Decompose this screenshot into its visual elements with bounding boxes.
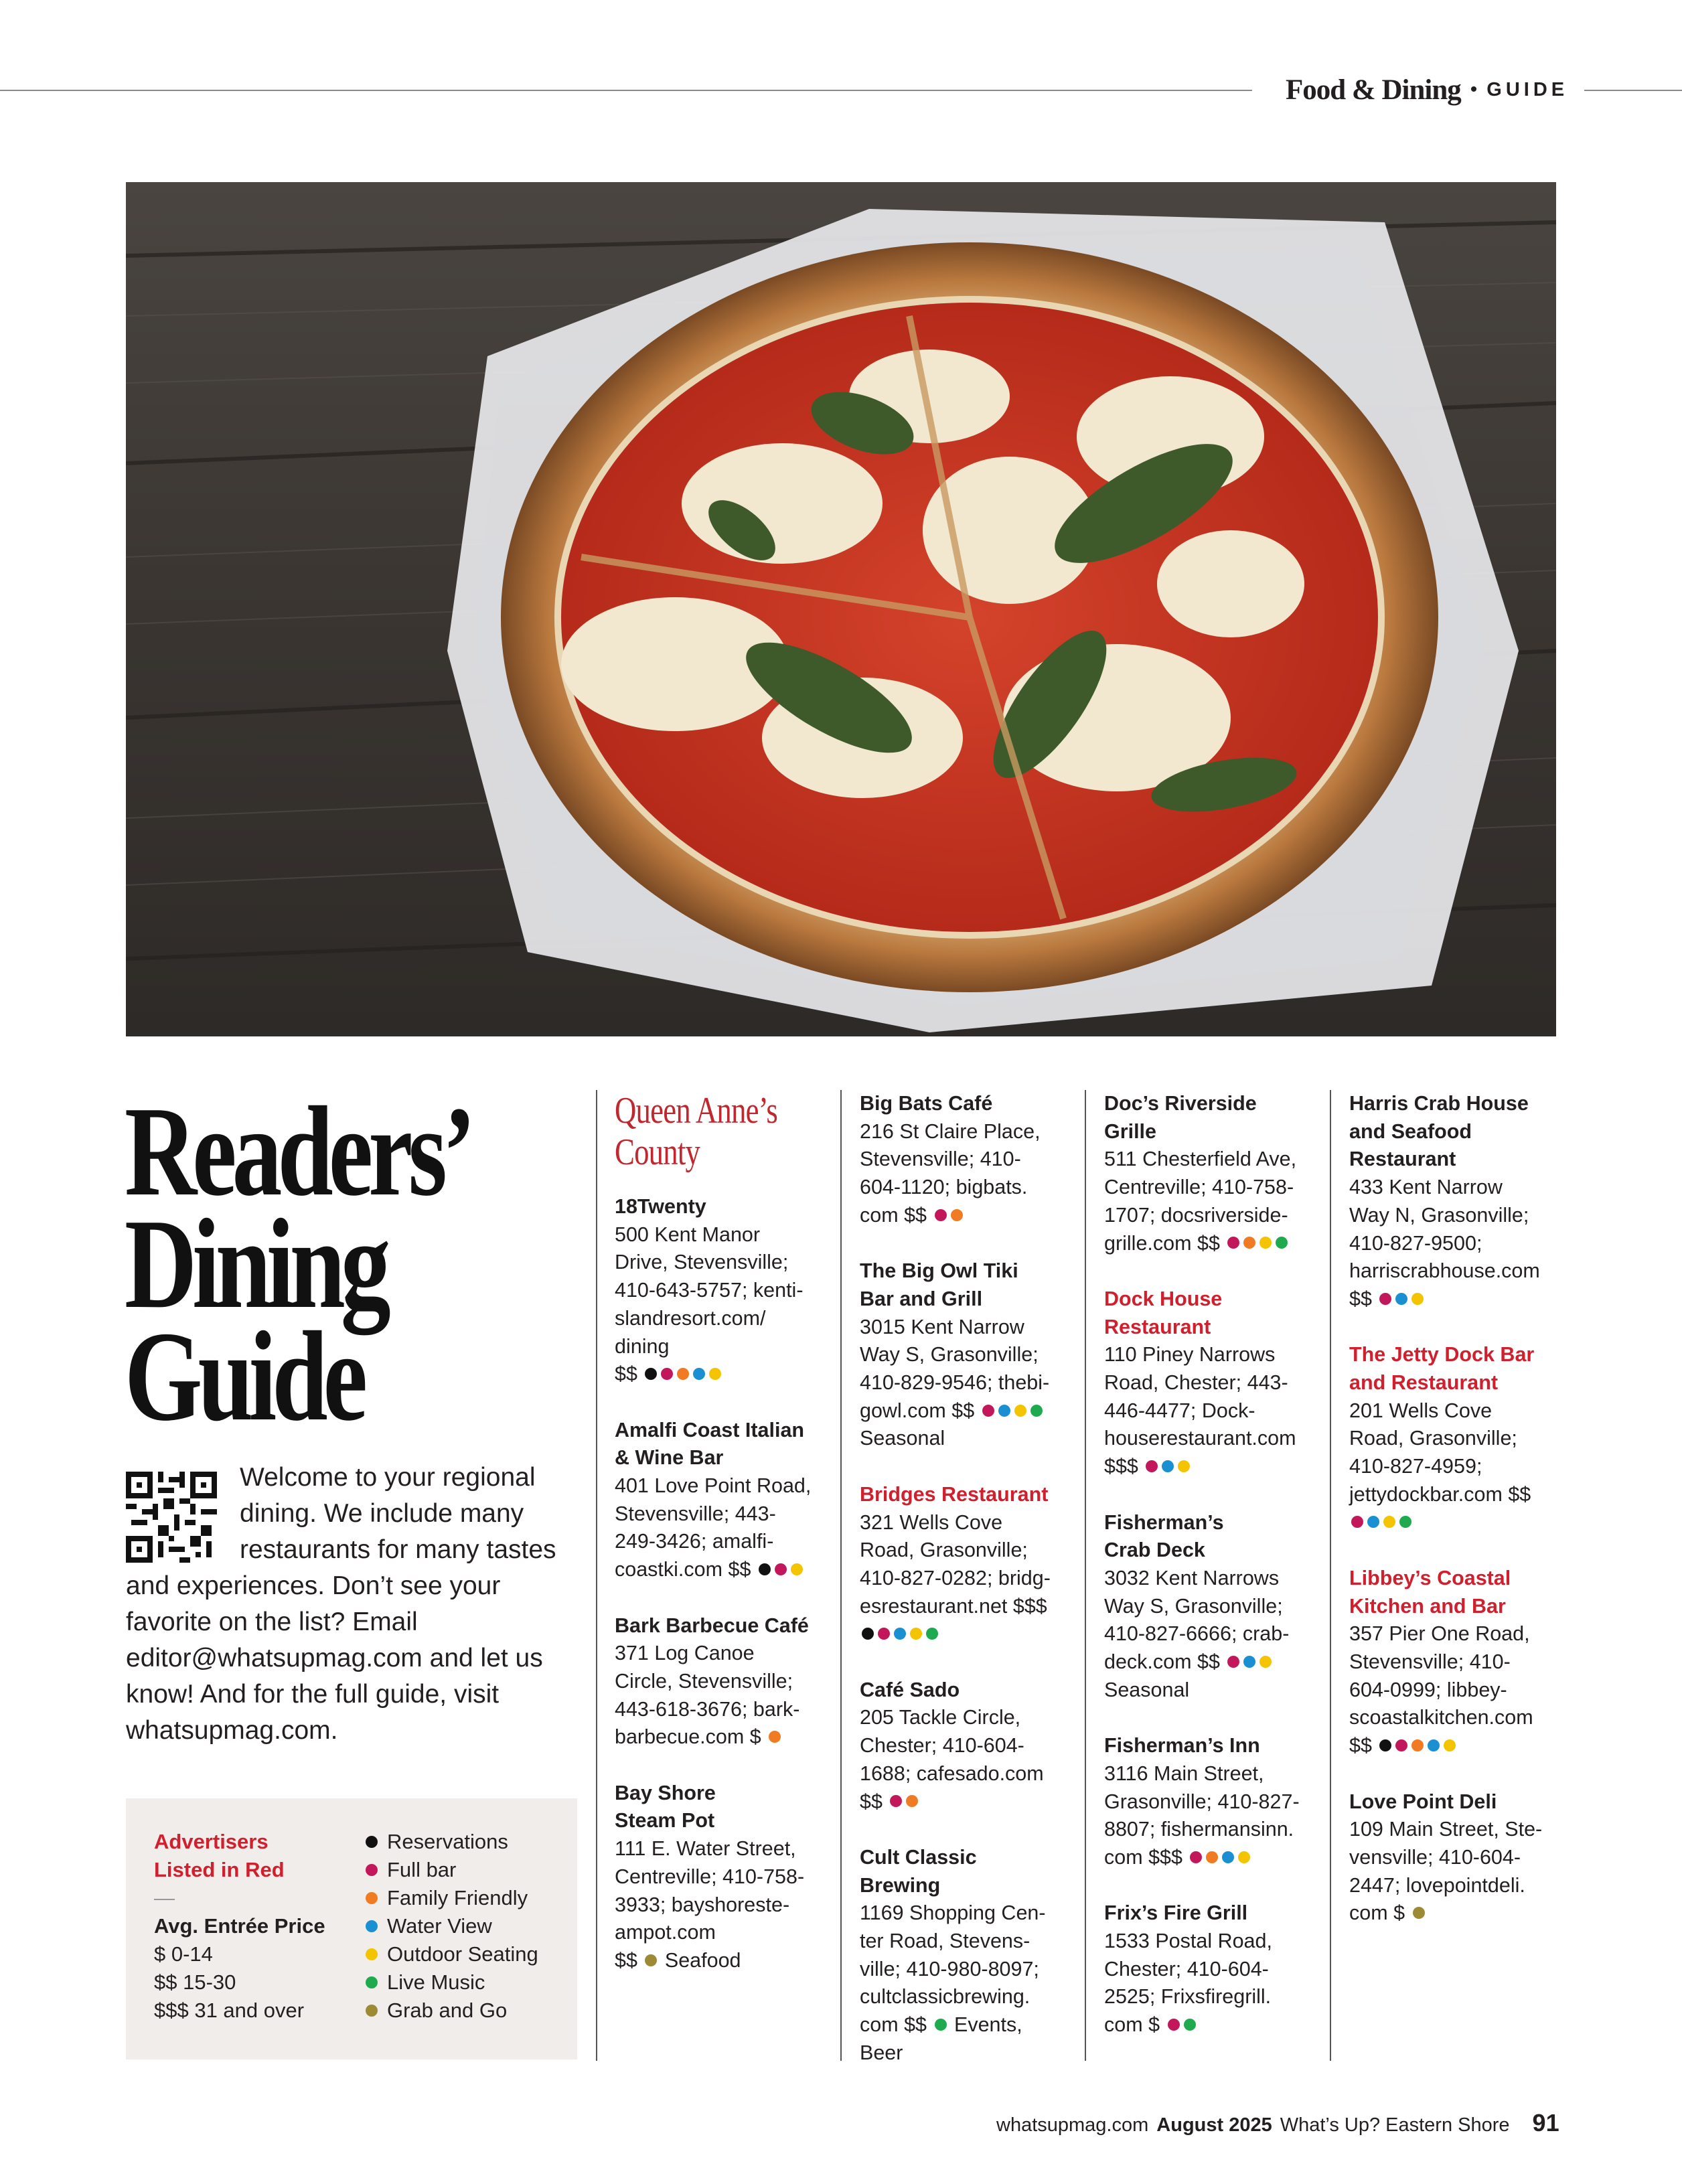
legend-key-label: Full bar: [387, 1858, 457, 1881]
restaurant-detail: scoastalkitchen.com: [1349, 1706, 1533, 1729]
restaurant-price-line: [1104, 2011, 1339, 2039]
listing-column-3: [1104, 1090, 1339, 2068]
restaurant-detail: esrestaurant.net $$$: [860, 1594, 1047, 1618]
amenity-dot-icon: [1411, 1739, 1424, 1751]
restaurant-detail: 371 Log Canoe: [615, 1642, 755, 1665]
legend-key: [366, 1856, 573, 1884]
restaurant-detail: 8807; fishermansinn.: [1104, 1818, 1294, 1841]
restaurant-price-line: [1349, 1509, 1584, 1537]
restaurant-listing: [1349, 1090, 1584, 1314]
amenity-dot-icon: [982, 1405, 994, 1417]
restaurant-name: Grille: [1104, 1119, 1156, 1143]
restaurant-detail: Road, Grasonville;: [860, 1539, 1028, 1562]
restaurant-detail: 3116 Main Street,: [1104, 1762, 1264, 1785]
qr-indent: [126, 1460, 240, 1567]
restaurant-detail: Drive, Stevensville;: [615, 1251, 789, 1274]
price-title: Avg. Entrée Price: [154, 1914, 325, 1938]
amenity-dot-icon: [1259, 1656, 1272, 1668]
legend-key-label: Family Friendly: [387, 1886, 528, 1909]
amenity-dot-icon: [1276, 1237, 1288, 1249]
amenity-dot-icon: [1259, 1237, 1272, 1249]
restaurant-listing: [860, 1257, 1094, 1453]
amenity-dot-icon: [1351, 1516, 1363, 1528]
restaurant-listing: [1104, 1509, 1339, 1705]
restaurant-detail: 3015 Kent Narrow: [860, 1315, 1024, 1338]
price-and-link: com $$$: [1104, 1845, 1189, 1869]
restaurant-detail: 446-4477; Dock-: [1104, 1399, 1255, 1422]
cuisine-note: Seafood: [659, 1948, 741, 1972]
amenity-dot-icon: [1413, 1907, 1425, 1919]
price-and-link: $$: [1349, 1734, 1378, 1758]
restaurant-name: Restaurant: [1349, 1148, 1456, 1171]
listing-column-2: [860, 1090, 1094, 2095]
intro-paragraph: [126, 1460, 561, 1749]
price-and-link: $$: [1349, 1287, 1378, 1310]
restaurant-detail: Circle, Stevensville;: [615, 1669, 793, 1693]
legend-dot-icon: [366, 1864, 378, 1876]
restaurant-detail: 410-827-9500;: [1349, 1231, 1482, 1255]
restaurant-listing: [615, 1417, 849, 1584]
footer-site[interactable]: whatsupmag.com: [996, 2114, 1149, 2136]
restaurant-detail: vensville; 410-604-: [1349, 1845, 1521, 1869]
restaurant-detail: 110 Piney Narrows: [1104, 1343, 1276, 1367]
amenity-dot-icon: [1243, 1656, 1255, 1668]
price-tier-2: $$ 15-30: [154, 1970, 236, 1994]
restaurant-detail: 111 E. Water Street,: [615, 1837, 796, 1861]
restaurant-name: Steam Pot: [615, 1809, 715, 1832]
intro-text: Welcome to your regional dining. We include many restaurants for many tastes and experiences. Don’t see your favorite on the list? Email editor@whatsupmag.com and let us know! And for the full guide, visit whatsupmag.com.: [126, 1463, 556, 1745]
restaurant-detail: 249-3426; amalfi-: [615, 1530, 774, 1553]
amenity-dot-icon: [661, 1368, 673, 1380]
header-label: GUIDE: [1486, 78, 1569, 100]
restaurant-detail: Chester; 410-604-: [860, 1734, 1024, 1758]
legend-key: [366, 1884, 573, 1912]
restaurant-price-line: [615, 1556, 849, 1584]
amenity-dot-icon: [791, 1563, 803, 1575]
restaurant-detail: 433 Kent Narrow: [1349, 1176, 1503, 1199]
restaurant-name: Big Bats Café: [860, 1092, 993, 1115]
restaurant-listing: [1349, 1341, 1584, 1537]
restaurant-name: Fisherman’s: [1104, 1510, 1224, 1534]
restaurant-price-line: [1104, 1844, 1339, 1872]
restaurant-detail: Way N, Grasonville;: [1349, 1203, 1529, 1227]
amenity-dot-icon: [1014, 1405, 1026, 1417]
restaurant-name: Amalfi Coast Italian: [615, 1418, 805, 1441]
restaurant-name: & Wine Bar: [615, 1446, 724, 1470]
restaurant-detail: 604-1120; bigbats.: [860, 1176, 1028, 1199]
restaurant-detail: 604-0999; libbey-: [1349, 1678, 1507, 1701]
restaurant-listing: [860, 1090, 1094, 1230]
amenity-dot-icon: [769, 1731, 781, 1743]
restaurant-listing: [1349, 1565, 1584, 1760]
legend-key-label: Outdoor Seating: [387, 1942, 538, 1966]
restaurant-price-line: [1104, 1648, 1339, 1676]
restaurant-detail: Chester; 410-604-: [1104, 1957, 1269, 1980]
restaurant-detail: harriscrabhouse.com: [1349, 1259, 1540, 1283]
restaurant-detail: 443-618-3676; bark-: [615, 1697, 800, 1721]
amenity-dot-icon: [935, 1209, 947, 1221]
amenity-dot-icon: [1395, 1293, 1407, 1305]
legend-key-label: Live Music: [387, 1970, 485, 1994]
amenity-dot-icon: [775, 1563, 787, 1575]
legend-key: [366, 1912, 573, 1940]
restaurant-price-line: [1349, 1732, 1584, 1760]
legend-divider: —: [154, 1886, 175, 1909]
restaurant-detail: 321 Wells Cove: [860, 1510, 1003, 1534]
restaurant-listing: [860, 1844, 1094, 2068]
restaurant-detail: 2447; lovepointdeli.: [1349, 1873, 1525, 1897]
amenity-dot-icon: [1030, 1405, 1043, 1417]
restaurant-detail: 205 Tackle Circle,: [860, 1706, 1021, 1729]
header-separator: •: [1470, 78, 1478, 100]
legend-key: [366, 1968, 573, 1997]
restaurant-detail: Way S, Grasonville;: [1104, 1594, 1283, 1618]
restaurant-name: Kitchen and Bar: [1349, 1594, 1506, 1618]
amenity-dot-icon: [935, 2019, 947, 2031]
amenity-dot-icon: [1444, 1739, 1456, 1751]
restaurant-detail: 410-829-9546; thebi-: [860, 1371, 1050, 1395]
amenity-dot-icon: [1184, 2019, 1196, 2031]
amenity-dot-icon: [709, 1368, 721, 1380]
title-line-3: Guide: [125, 1305, 364, 1448]
listing-column-4: [1349, 1090, 1584, 1956]
restaurant-price-line: [860, 1788, 1094, 1816]
restaurant-detail: 216 St Claire Place,: [860, 1119, 1041, 1143]
restaurant-detail: 410-827-0282; bridg-: [860, 1566, 1051, 1589]
restaurant-name: Dock House: [1104, 1287, 1223, 1310]
price-and-link: $$: [615, 1362, 643, 1386]
restaurant-price-line: [1104, 1453, 1339, 1481]
restaurant-price-line: [1349, 1899, 1584, 1928]
restaurant-name: Libbey’s Coastal: [1349, 1566, 1511, 1589]
legend-dot-icon: [366, 1836, 378, 1848]
restaurant-name: 18Twenty: [615, 1195, 706, 1218]
restaurant-price-line: [615, 1723, 849, 1751]
county-heading: [615, 1090, 802, 1173]
footer-publication: What’s Up? Eastern Shore: [1280, 2114, 1510, 2136]
restaurant-name: Restaurant: [1104, 1315, 1211, 1338]
legend-key-label: Grab and Go: [387, 1999, 508, 2022]
amenity-dot-icon: [1383, 1516, 1395, 1528]
restaurant-name: Frix’s Fire Grill: [1104, 1901, 1248, 1925]
restaurant-detail: 201 Wells Cove: [1349, 1399, 1493, 1422]
restaurant-name: The Jetty Dock Bar: [1349, 1343, 1535, 1367]
hero-photo-pizza: [126, 182, 1556, 1036]
restaurant-detail: 3933; bayshoreste-: [615, 1893, 790, 1916]
restaurant-name: Bay Shore: [615, 1781, 716, 1804]
restaurant-listing: [860, 1481, 1094, 1648]
amenity-dot-icon: [1428, 1739, 1440, 1751]
restaurant-price-line: [615, 1947, 849, 1975]
restaurant-detail: 1169 Shopping Cen-: [860, 1901, 1046, 1925]
legend-box: [126, 1798, 577, 2059]
restaurant-listing: [1349, 1788, 1584, 1928]
restaurant-listing: [860, 1676, 1094, 1816]
restaurant-price-line: [860, 1397, 1094, 1425]
restaurant-detail: houserestaurant.com: [1104, 1427, 1296, 1450]
legend-dot-icon: [366, 1976, 378, 1988]
restaurant-detail: ville; 410-980-8097;: [860, 1957, 1039, 1980]
restaurant-detail: Centreville; 410-758-: [615, 1865, 805, 1888]
amenity-dot-icon: [1395, 1739, 1407, 1751]
amenity-dot-icon: [906, 1795, 918, 1807]
amenity-dot-icon: [645, 1368, 657, 1380]
running-header: [1286, 70, 1568, 110]
legend-key-label: Water View: [387, 1914, 492, 1938]
restaurant-detail: Road, Chester; 443-: [1104, 1371, 1288, 1395]
restaurant-listing: [615, 1612, 849, 1752]
price-and-link: com $$: [860, 1203, 933, 1227]
restaurant-name: and Restaurant: [1349, 1371, 1499, 1395]
restaurant-listing: [1104, 1285, 1339, 1481]
cuisine-note: Events,: [948, 2013, 1022, 2037]
restaurant-name: Love Point Deli: [1349, 1790, 1497, 1813]
column-rule: [596, 1090, 597, 2061]
amenity-dot-icon: [1190, 1851, 1202, 1863]
restaurant-price-line: [860, 1620, 1094, 1648]
amenity-dot-icon: [894, 1628, 906, 1640]
page-footer: [996, 2109, 1568, 2142]
price-tier-1: $ 0-14: [154, 1942, 213, 1966]
restaurant-note: Beer: [860, 2041, 903, 2064]
amenity-dot-icon: [1146, 1460, 1158, 1472]
restaurant-detail: 357 Pier One Road,: [1349, 1622, 1530, 1646]
restaurant-detail: Stevensville; 410-: [860, 1148, 1021, 1171]
price-and-link: gowl.com $$: [860, 1399, 980, 1422]
restaurant-listing: [615, 1780, 849, 1975]
amenity-dot-icon: [645, 1954, 657, 1966]
restaurant-detail: 401 Love Point Road,: [615, 1474, 812, 1498]
advertisers-note-1: Advertisers: [154, 1830, 269, 1853]
restaurant-detail: Grasonville; 410-827-: [1104, 1790, 1300, 1813]
legend-key-label: Reservations: [387, 1830, 508, 1853]
restaurant-detail: 1707; docsriverside-: [1104, 1203, 1288, 1227]
amenity-dot-icon: [1238, 1851, 1250, 1863]
amenity-dot-icon: [998, 1405, 1010, 1417]
amenity-dot-icon: [862, 1628, 874, 1640]
amenity-dot-icon: [1379, 1739, 1391, 1751]
title-line-2: Dining: [125, 1192, 386, 1335]
restaurant-name: Cult Classic: [860, 1845, 977, 1869]
restaurant-name: Café Sado: [860, 1678, 960, 1701]
restaurant-detail: 3032 Kent Narrows: [1104, 1566, 1280, 1589]
restaurant-name: Crab Deck: [1104, 1539, 1205, 1562]
header-section: Food & Dining: [1286, 74, 1461, 106]
restaurant-name: Bar and Grill: [860, 1287, 983, 1310]
price-and-link: $$: [615, 1948, 643, 1972]
price-and-link: deck.com $$: [1104, 1650, 1226, 1674]
restaurant-price-line: [1104, 1230, 1339, 1258]
price-and-link: barbecue.com $: [615, 1725, 767, 1749]
header-rule-left: [0, 90, 1252, 91]
amenity-dot-icon: [890, 1795, 902, 1807]
legend-key: [366, 1997, 573, 2025]
amenity-dot-icon: [1399, 1516, 1411, 1528]
restaurant-detail: 1688; cafesado.com: [860, 1762, 1044, 1785]
page-title: [125, 1080, 471, 1448]
restaurant-price-line: [1349, 1285, 1584, 1314]
restaurant-price-line: [860, 1202, 1094, 1230]
restaurant-detail: 511 Chesterfield Ave,: [1104, 1148, 1297, 1171]
legend-key: [366, 1940, 573, 1968]
county-line-1: Queen Anne’s: [615, 1090, 777, 1132]
legend-dot-icon: [366, 1948, 378, 1960]
price-and-link: com $: [1104, 2013, 1166, 2037]
restaurant-detail: dining: [615, 1334, 670, 1358]
restaurant-detail: 109 Main Street, Ste-: [1349, 1818, 1543, 1841]
restaurant-detail: Stevensville; 443-: [615, 1502, 776, 1525]
legend-dot-icon: [366, 2005, 378, 2017]
header-rule-right: [1584, 90, 1682, 91]
amenity-dot-icon: [1222, 1851, 1234, 1863]
amenity-dot-icon: [1379, 1293, 1391, 1305]
restaurant-detail: Stevensville; 410-: [1349, 1650, 1511, 1674]
restaurant-detail: Road, Grasonville;: [1349, 1427, 1517, 1450]
amenity-dot-icon: [1178, 1460, 1190, 1472]
restaurant-detail: Centreville; 410-758-: [1104, 1176, 1294, 1199]
legend-price: [154, 1828, 355, 2025]
amenity-dot-icon: [1243, 1237, 1255, 1249]
restaurant-detail: 500 Kent Manor: [615, 1223, 761, 1246]
restaurant-listing: [1104, 1090, 1339, 1257]
amenity-dot-icon: [1227, 1237, 1239, 1249]
restaurant-listing: [1104, 1732, 1339, 1872]
restaurant-detail: Way S, Grasonville;: [860, 1343, 1039, 1367]
restaurant-listing: [615, 1193, 849, 1389]
restaurant-detail: 410-827-6666; crab-: [1104, 1622, 1290, 1646]
amenity-dot-icon: [951, 1209, 963, 1221]
amenity-dot-icon: [1411, 1293, 1424, 1305]
price-tier-3: $$$ 31 and over: [154, 1999, 305, 2022]
restaurant-detail: jettydockbar.com $$: [1349, 1482, 1531, 1506]
restaurant-note: Seasonal: [860, 1427, 945, 1450]
legend-dot-icon: [366, 1920, 378, 1932]
title-line-1: Readers’: [125, 1080, 471, 1223]
restaurant-detail: slandresort.com/: [615, 1306, 766, 1330]
restaurant-detail: ter Road, Stevens-: [860, 1930, 1030, 1953]
amenity-dot-icon: [1367, 1516, 1379, 1528]
restaurant-name: The Big Owl Tiki: [860, 1259, 1018, 1283]
price-and-link: coastki.com $$: [615, 1558, 757, 1581]
amenity-dot-icon: [878, 1628, 890, 1640]
price-and-link: com $$: [860, 2013, 933, 2037]
amenity-dot-icon: [1227, 1656, 1239, 1668]
amenity-dot-icon: [1168, 2019, 1180, 2031]
amenity-dot-icon: [910, 1628, 922, 1640]
listing-column-1: [615, 1090, 849, 2003]
restaurant-name: Harris Crab House: [1349, 1092, 1529, 1115]
amenity-dot-icon: [677, 1368, 689, 1380]
restaurant-name: Bark Barbecue Café: [615, 1614, 809, 1637]
price-and-link: grille.com $$: [1104, 1231, 1226, 1255]
price-and-link: $$$: [1104, 1455, 1144, 1478]
restaurant-detail: ampot.com: [615, 1921, 716, 1944]
legend-dot-icon: [366, 1892, 378, 1904]
amenity-dot-icon: [693, 1368, 705, 1380]
restaurant-name: Doc’s Riverside: [1104, 1092, 1257, 1115]
amenity-dot-icon: [759, 1563, 771, 1575]
restaurant-detail: 410-643-5757; kenti-: [615, 1279, 804, 1302]
restaurant-name: Bridges Restaurant: [860, 1482, 1049, 1506]
restaurant-name: Brewing: [860, 1873, 941, 1897]
restaurant-price-line: [615, 1360, 849, 1389]
advertisers-note-2: Listed in Red: [154, 1858, 285, 1881]
legend-key: [366, 1828, 573, 1856]
restaurant-name: and Seafood: [1349, 1119, 1472, 1143]
amenity-dot-icon: [1206, 1851, 1218, 1863]
footer-issue: August 2025: [1156, 2114, 1272, 2136]
amenity-dot-icon: [1162, 1460, 1174, 1472]
restaurant-listing: [1104, 1899, 1339, 2039]
amenity-dot-icon: [926, 1628, 938, 1640]
county-line-2: County: [615, 1132, 700, 1173]
restaurant-price-line: [860, 2011, 1094, 2039]
restaurant-note: Seasonal: [1104, 1678, 1190, 1701]
price-and-link: com $: [1349, 1901, 1411, 1925]
restaurant-name: Fisherman’s Inn: [1104, 1734, 1260, 1758]
restaurant-detail: 1533 Postal Road,: [1104, 1930, 1272, 1953]
page-number: 91: [1532, 2109, 1559, 2136]
restaurant-detail: 2525; Frixsfiregrill.: [1104, 1985, 1272, 2009]
restaurant-detail: cultclassicbrewing.: [860, 1985, 1030, 2009]
restaurant-detail: 410-827-4959;: [1349, 1455, 1482, 1478]
legend-keys: [366, 1828, 573, 2025]
price-and-link: $$: [860, 1790, 889, 1813]
